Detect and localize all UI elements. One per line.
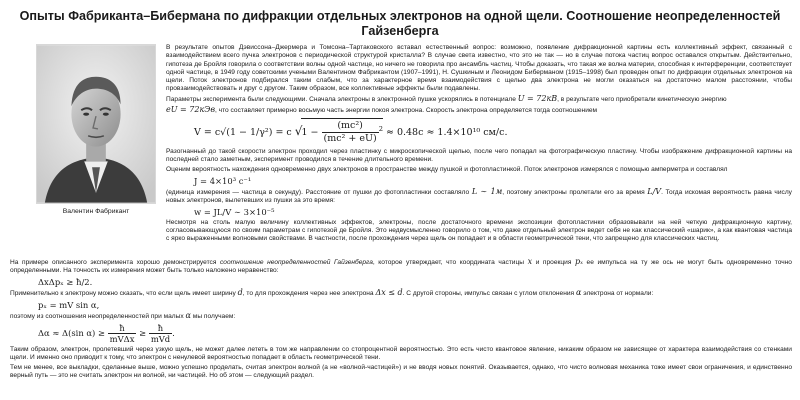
paragraph-energy: eU = 72кЭв, что составляет примерно восьмую часть энергии покоя электрона. Скорость электрона определяется тогда соотношением: [166, 105, 598, 115]
paragraph-small-angle: поэтому из соотношения неопределенностей при малых α мы получаем:: [10, 311, 236, 321]
potential-value: U = 72кВ: [517, 94, 558, 104]
paragraph-intro: В результате опытов Дэвиссона–Джермера и Томсона–Тартаковского вставал естественный вопрос: возможно, появление дифракционной картины есть коллективный эффект, связанный с взаимодействием всего пучка электронов с периодической структурой кристалла? В случае света известно, что это не так — но в случае потока частиц вопрос оставался открытым. Действительно, гипотеза де Бройля говорила о соответствии волны одной частице, но ничего не говорила про ансамбль частиц. Чтобы доказать, что такая же волна материи, способная к интерференции, соответствует одной частице, в 1949 году советскими учеными Валентином Фабрикантом (1907–1991), Н. Сушкиным и Леонидом Биберманом (1915–1998) был проведен опыт по дифракции отдельных электронов на щели. Поток электронов подбирался таким слабым, что за характерное время взаимодействия с щелью два электрона не могли оказаться на достаточно малом расстоянии, чтобы провзаимодействовать и друг с другом. Таким образом, все коллективные эффекты были подавлены.: [166, 44, 792, 93]
time-value: L/V: [647, 186, 662, 196]
velocity-result: ≈ 0.48c ≈ 1.4×10¹⁰ см/с.: [385, 126, 508, 138]
portrait-caption: Валентин Фабрикант: [62, 208, 130, 215]
heisenberg-term: соотношение неопределенностей Гайзенберга: [220, 259, 373, 266]
paragraph-final-2: Тем не менее, все выкладки, сделанные выше, можно успешно проделать, считая электрон волной (а не «волной-частицей») и не вводя новых понятий. Оказывается, однако, что чисто волновая механика тоже имеет свои ограничения, и единственно верный путь — это не считать электрон ни волной, ни частицей. Но об этом — следующий раздел.: [10, 364, 792, 380]
uncertainty-formula: ΔxΔpₓ ≥ ħ/2.: [38, 277, 93, 288]
paragraph-slit: Применительно к электрону можно сказать, что если щель имеет ширину d, то для прохождения через нее электрона Δx ≤ d. С другой стороны, импульс связан с углом отклонения α электрона от нормали:: [10, 288, 654, 298]
energy-value: eU = 72кЭв: [166, 105, 215, 115]
paragraph-heisenberg: На примере описанного эксперимента хорошо демонстрируется соотношение неопределенностей Гайзенберга, которое утверждает, что координата частицы x и проекция pₓ ее импульса на ту же ось не могут быть одновременно точно определенными. На точность их измерения может быть только наложено неравенство:: [10, 257, 792, 275]
paragraph-params: Параметры эксперимента были следующими. Сначала электроны в электронной пушке ускорялись в потенциале U = 72кВ, в результате чего приобретали кинетическую энергию: [166, 94, 727, 104]
angle-formula: Δα ≈ Δ(sin α) ≥ $\frac{ħ}{\text{mVΔx}}$ ≥ $\frac{ħ}{\text{mVd}}$ .: [38, 322, 175, 344]
paragraph-after-velocity: Разогнанный до такой скорости электрон проходил через пластинку с микроскопической щелью, после чего попадал на фотографическую пластину. Чтобы изображение дифракционной картины на последней стало заметным, эксперимент проводился в течение длительного времени.: [166, 147, 792, 163]
portrait-photo: [36, 44, 156, 204]
article-lower: [10, 258, 792, 382]
page-title: Опыты Фабриканта–Бибермана по дифракции отдельных электронов на одной щели. Соотношение неопределенностей Гайзенберга: [19, 9, 781, 38]
momentum-formula: pₓ = mV sin α,: [38, 300, 100, 311]
velocity-formula: V = c√(1 − 1/γ²) = c √1 − $\frac{\text{(mc²)}}{\text{(mc² + eU)}}$ $^2$ ≈ 0.48c ≈ 1.4×10¹⁰ см/с.: [194, 119, 508, 144]
paragraph-estimate: Оценим вероятность нахождения одновременно двух электронов в пространстве между пушкой и фотопластинкой. Поток электронов измерялся с помощью амперметра и составлял: [166, 165, 728, 173]
current-formula: J = 4×10³ с⁻¹: [194, 175, 252, 186]
article-upper: [166, 44, 792, 245]
portrait-figure: [36, 44, 156, 216]
probability-formula: w = JL/V ∼ 3×10⁻⁵: [194, 206, 275, 217]
paragraph-distance: (единица измерения — частица в секунду). Расстояние от пушки до фотопластинки составляло L ∼ 1м, поэтому электроны пролетали его за время L/V. Тогда искомая вероятность равна числу новых электронов, вылетевших из пушки за это время:: [166, 186, 792, 204]
paragraph-final-1: Таким образом, электрон, пролетевший через узкую щель, не может далее лететь в том же направлении со стопроцентной вероятностью. Это есть чисто квантовое явление, никаким образом не зависящее от характера взаимодействия со стенками щели. И именно оно приводит к тому, что электрон с ненулевой вероятностью попадает в область геометрической тени.: [10, 345, 792, 362]
distance-value: L ∼ 1м: [471, 186, 503, 196]
paragraph-conclusion: Несмотря на столь малую величину коллективных эффектов, электроны, после достаточного времени экспозиции фотопластинки образовывали на ней четкую дифракционную картину, согласовывающуюся по своим параметрам с гипотезой де Бройля. Это недвусмысленно говорило о том, что даже отдельный электрон ведет себя не как классический «шарик», а как квантовая частица с ярко выраженными волновыми свойствами. В частности, после прохождения через щель он попадает и в области геометрической тени, что запрещено для классических частиц.: [166, 218, 792, 243]
